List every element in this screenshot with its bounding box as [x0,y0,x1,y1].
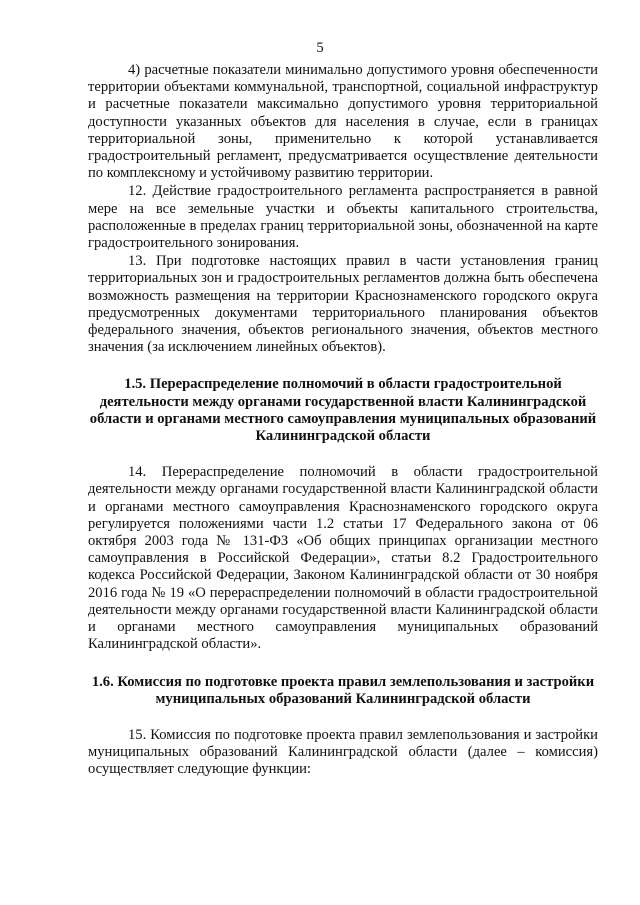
paragraph-15: 15. Комиссия по подготовке проекта правил землепользования и застройки муниципальных образований Калининградской области (далее – комиссия) осуществляет следующие функции: [88,726,598,778]
document-body [88,62,598,779]
paragraph-12: 12. Действие градостроительного регламента распространяется в равной мере на все земельные участки и объекты капитального строительства, расположенные в пределах границ территориальной зоны, обозначенной на карте градостроительного зонирования. [88,183,598,252]
section-heading-1-5: 1.5. Перераспределение полномочий в области градостроительной деятельности между органами государственной власти Калининградской области и органами местного самоуправления муниципальных образований Калининградской области [89,376,597,445]
section-heading-1-6: 1.6. Комиссия по подготовке проекта правил землепользования и застройки муниципальных образований Калининградской области [91,673,595,707]
paragraph-13: 13. При подготовке настоящих правил в части установления границ территориальных зон и градостроительных регламентов должна быть обеспечена возможность размещения на территории Краснознаменского городского округа предусмотренных документами территориального планирования объектов федерального значения, объектов регионального значения, объектов местного значения (за исключением линейных объектов). [88,253,598,356]
paragraph-item-4: 4) расчетные показатели минимально допустимого уровня обеспеченности территории объектами коммунальной, транспортной, социальной инфраструктур и расчетные показатели максимально допустимого уровня территориальной доступности указанных объектов для населения в случае, если в границах территориальной зоны, применительно к которой устанавливается градостроительный регламент, предусматривается осуществление деятельности по комплексному и устойчивому развитию территории. [88,62,598,182]
paragraph-14: 14. Перераспределение полномочий в области градостроительной деятельности между органами государственной власти Калининградской области и органами местного самоуправления Краснознаменского городского округа регулируется положениями части 1.2 статьи 17 Федерального закона от 06 октября 2003 года № 131-ФЗ «Об общих принципах организации местного самоуправления в Российской Федерации», статьи 8.2 Градостроительного кодекса Российской Федерации, Законом Калининградской области от 30 ноября 2016 года № 19 «О перераспределении полномочий в области градостроительной деятельности между органами государственной власти Калининградской области и органами местного самоуправления муниципальных образований Калининградской области». [88,464,598,653]
page-number: 5 [316,40,324,56]
